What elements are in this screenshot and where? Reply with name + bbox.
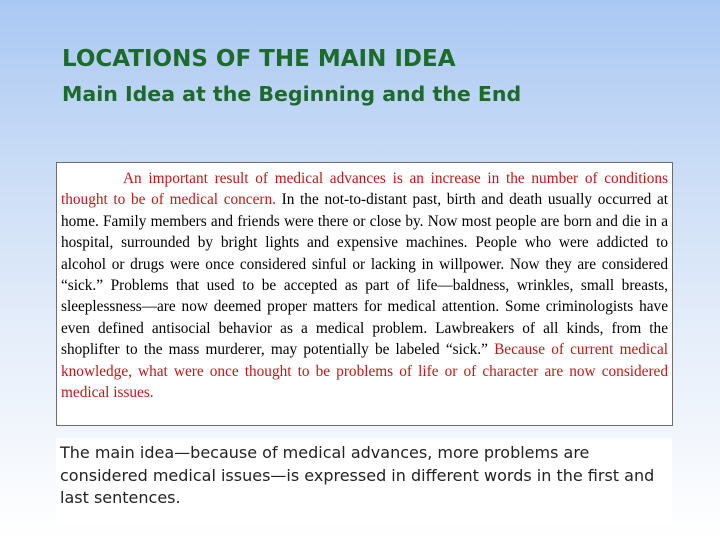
explanation-text: The main idea—because of medical advances, more problems are considered medical issues—is expressed in different words in the first and last sentences. [56, 438, 672, 524]
last-sentence-main-idea: Because of current medical knowledge, what were once thought to be problems of life or of character are now considered medical issues. [61, 341, 668, 402]
passage-box [56, 162, 673, 426]
first-sentence-main-idea: An important result of medical advances is an increase in the number of conditions thought to be of medical concern. [61, 170, 668, 209]
passage-body: In the not-to-distant past, birth and death usually occurred at home. Family members and friends were there or close by. Now most people are born and die in a hospital, surrounded by bright lights and expensive machines. People who were addicted to alcohol or drugs were once considered sinful or lacking in willpower. Now they are considered “sick.” Problems that used to be accepted as part of life—baldness, wrinkles, small breasts, sleeplessness—are now deemed proper matters for medical attention. Some criminologists have even defined antisocial behavior as a medical problem. Lawbreakers of all kinds, from the shoplifter to the mass murderer, may potentially be labeled “sick.” [61, 191, 668, 359]
slide-subtitle: Main Idea at the Beginning and the End [62, 82, 522, 106]
slide-title: LOCATIONS OF THE MAIN IDEA [62, 46, 456, 72]
